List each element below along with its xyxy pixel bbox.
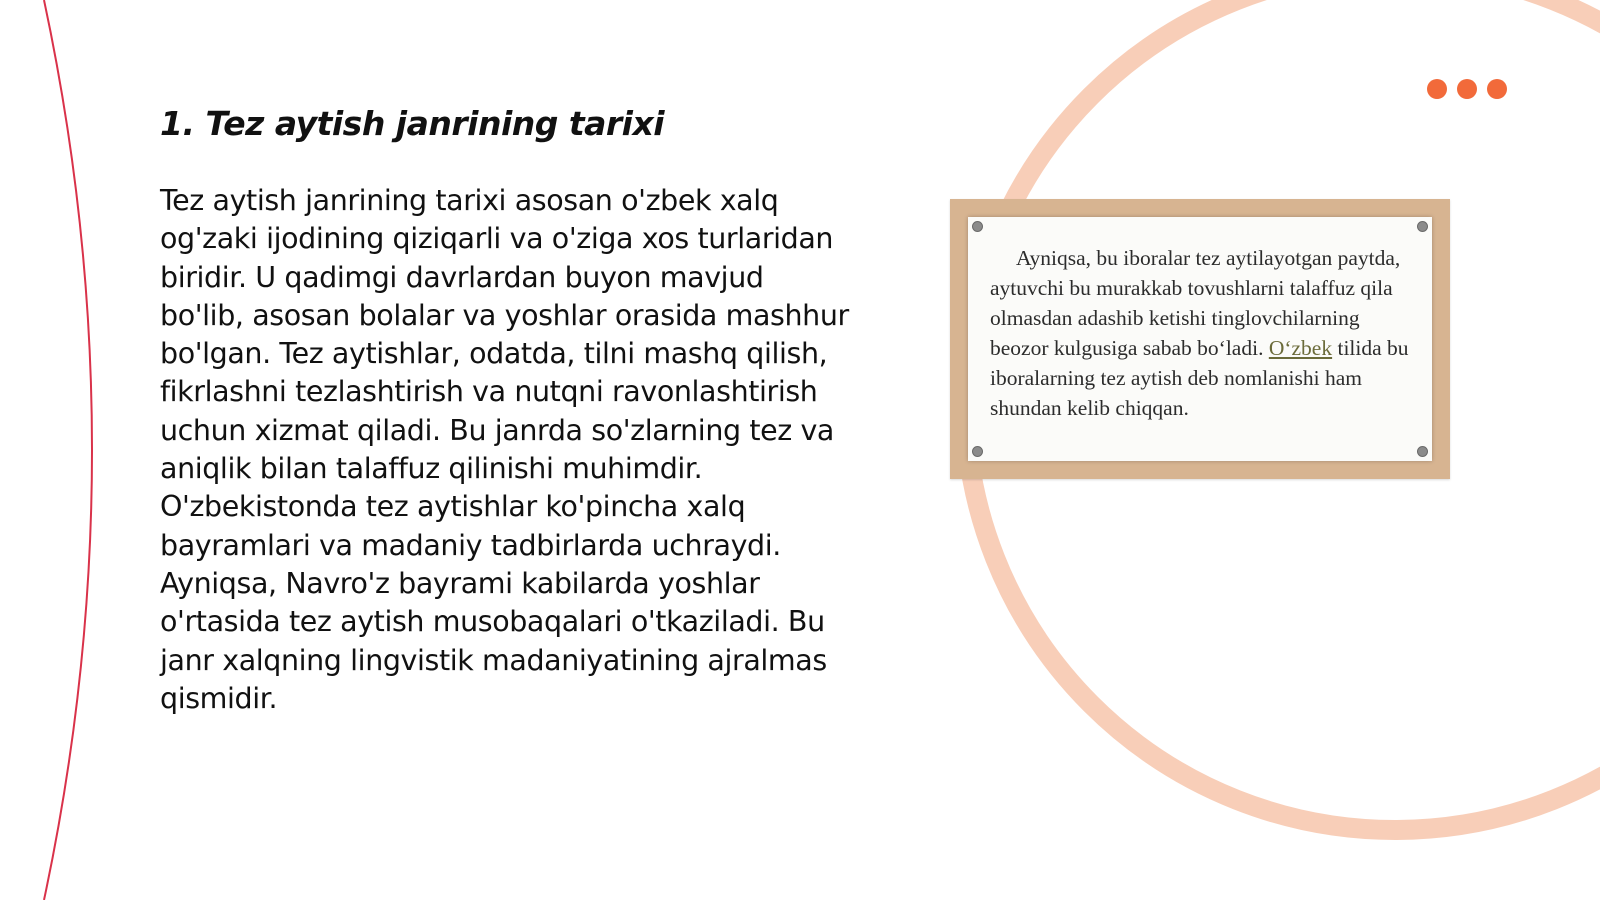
quote-text-after-link: tilida bu iboralarning tez aytish deb nomlanishi ham shundan kelib chiqqan. <box>990 336 1409 420</box>
dot-icon <box>1487 79 1507 99</box>
quote-text <box>990 243 1410 423</box>
left-curve-line <box>44 0 92 900</box>
pin-icon <box>972 221 983 232</box>
pin-icon <box>972 446 983 457</box>
quote-paper <box>968 217 1432 461</box>
dot-icon <box>1427 79 1447 99</box>
body-paragraph: Tez aytish janrining tarixi asosan o'zbek xalq og'zaki ijodining qiziqarli va o'ziga xos turlaridan biridir. U qadimgi davrlardan buyon mavjud bo'lib, asosan bolalar va yoshlar orasida mashhur bo'lgan. Tez aytishlar, odatda, tilni mashq qilish, fikrlashni tezlashtirish va nutqni ravonlashtirish uchun xizmat qiladi. Bu janrda so'zlarning tez va aniqlik bilan talaffuz qilinishi muhimdir. O'zbekistonda tez aytishlar ko'pincha xalq bayramlari va madaniy tadbirlarda uchraydi. Ayniqsa, Navro'z bayrami kabilarda yoshlar o'rtasida tez aytish musobaqalari o'tkaziladi. Bu janr xalqning lingvistik madaniyatining ajralmas qismidir. <box>160 184 849 715</box>
slide-title: 1. Tez aytish janrining tarixi <box>160 104 665 143</box>
pin-icon <box>1417 446 1428 457</box>
quote-text-before-link: Ayniqsa, bu iboralar tez aytilayotgan paytda, aytuvchi bu murakkab tovushlarni talaffuz qila olmasdan adashib ketishi tinglovchilarning beozor kulgusiga sabab boʻladi. <box>990 246 1401 360</box>
pin-icon <box>1417 221 1428 232</box>
uzbek-link[interactable]: Oʻzbek <box>1268 336 1333 360</box>
decorative-dots <box>1427 79 1507 99</box>
dot-icon <box>1457 79 1477 99</box>
quote-card <box>950 199 1450 479</box>
